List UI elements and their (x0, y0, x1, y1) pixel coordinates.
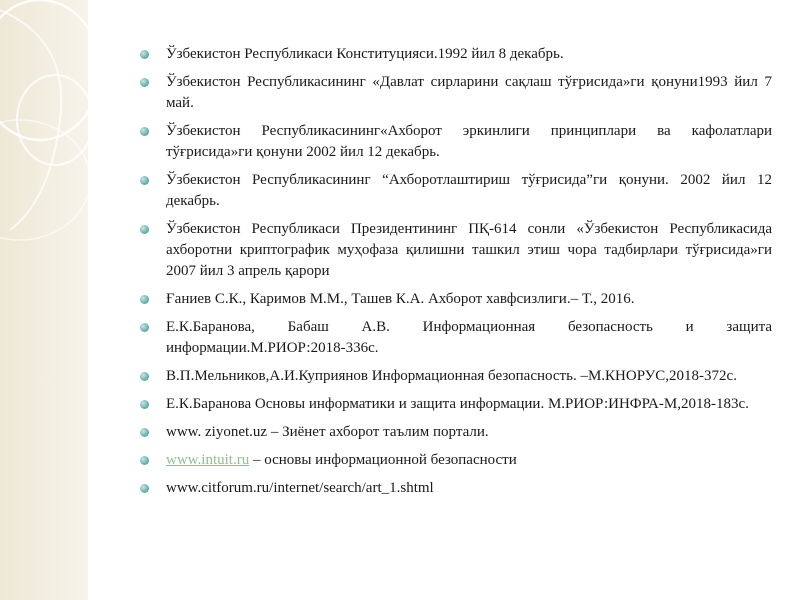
decorative-sidebar (0, 0, 89, 600)
list-item (140, 170, 772, 212)
list-item (140, 289, 772, 310)
bullet-icon (140, 456, 149, 465)
list-item (140, 422, 772, 443)
bullet-icon (140, 50, 149, 59)
reference-text: www.citforum.ru/internet/search/art_1.shtml (166, 480, 434, 496)
bullet-icon (140, 484, 149, 493)
bullet-icon (140, 176, 149, 185)
reference-text: Ғаниев С.К., Каримов М.М., Ташев К.А. Ахборот хавфсизлиги.– Т., 2016. (166, 291, 635, 307)
list-item (140, 478, 772, 499)
reference-text: Е.К.Баранова Основы информатики и защита информации. М.РИОР:ИНФРА-М,2018-183с. (166, 396, 749, 412)
references-list (140, 44, 772, 506)
reference-text: Ўзбекистон Республикаси Президентининг ПҚ-614 сонли «Ўзбекистон Республикасида ахборотни криптографик муҳофаза қилишни ташкил этиш чора тадбирлари тўғрисида»ги 2007 йил 3 апрель қарори (166, 221, 772, 279)
decorative-swirl-graphic (0, 0, 88, 600)
list-item (140, 317, 772, 359)
bullet-icon (140, 225, 149, 234)
list-item (140, 44, 772, 65)
reference-text: Ўзбекистон Республикасининг«Ахборот эркинлиги принциплари ва кафолатлари тўғрисида»ги қонуни 2002 йил 12 декабрь. (166, 123, 772, 160)
list-item (140, 450, 772, 471)
reference-text: Ўзбекистон Республикасининг «Давлат сирларини сақлаш тўғрисида»ги қонуни1993 йил 7 май. (166, 74, 772, 111)
bullet-icon (140, 323, 149, 332)
intuit-link[interactable]: www.intuit.ru (166, 452, 250, 468)
bullet-icon (140, 78, 149, 87)
reference-text: www. ziyonet.uz – Зиёнет ахборот таълим портали. (166, 424, 489, 440)
list-item (140, 394, 772, 415)
reference-text: Е.К.Баранова, Бабаш А.В. Информационная безопасность и защита информации.М.РИОР:2018-336с. (166, 319, 772, 356)
reference-text: Ўзбекистон Республикаси Конституцияси.1992 йил 8 декабрь. (166, 46, 564, 62)
bullet-icon (140, 127, 149, 136)
reference-text: – основы информационной безопасности (249, 452, 517, 468)
bullet-icon (140, 428, 149, 437)
list-item (140, 219, 772, 282)
slide-content (88, 0, 800, 600)
reference-text: Ўзбекистон Республикасининг “Ахборотлаштириш тўғрисида”ги қонуни. 2002 йил 12 декабрь. (166, 172, 772, 209)
list-item (140, 366, 772, 387)
bullet-icon (140, 400, 149, 409)
bullet-icon (140, 295, 149, 304)
bullet-icon (140, 372, 149, 381)
list-item (140, 121, 772, 163)
reference-text: В.П.Мельников,А.И.Куприянов Информационная безопасность. –М.КНОРУС,2018-372с. (166, 368, 737, 384)
list-item (140, 72, 772, 114)
